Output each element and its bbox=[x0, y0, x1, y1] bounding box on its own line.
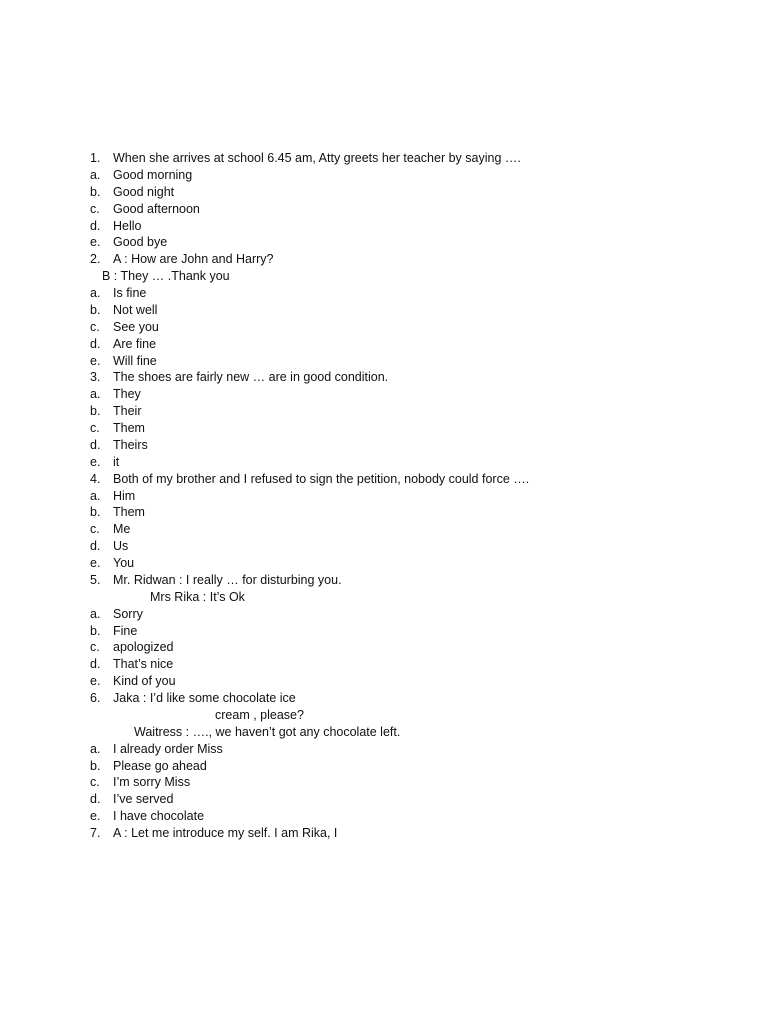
option-letter: d. bbox=[90, 218, 101, 233]
option-letter: c. bbox=[90, 522, 100, 537]
option-text: You bbox=[113, 556, 135, 570]
question-number: 4. bbox=[90, 471, 101, 486]
option-text: Good afternoon bbox=[113, 201, 200, 216]
option-letter: a. bbox=[90, 387, 101, 402]
option-letter: b. bbox=[90, 184, 101, 199]
option-letter: a. bbox=[90, 606, 101, 621]
option-letter: d. bbox=[90, 657, 101, 672]
option-text: Their bbox=[113, 404, 142, 419]
option-line bbox=[90, 758, 730, 775]
option-text: Is fine bbox=[113, 286, 147, 300]
option-text: I already order Miss bbox=[113, 741, 223, 756]
option-line bbox=[90, 454, 730, 471]
option-text: I have chocolate bbox=[113, 809, 205, 824]
option-line bbox=[90, 403, 730, 420]
question-number: 2. bbox=[90, 252, 101, 267]
option-letter: b. bbox=[90, 758, 101, 773]
question-number: 7. bbox=[90, 826, 101, 840]
option-text: Will fine bbox=[113, 353, 157, 368]
question-number: 6. bbox=[90, 691, 101, 705]
option-letter: e. bbox=[90, 235, 101, 250]
dialogue-line bbox=[90, 724, 730, 741]
option-line bbox=[90, 555, 730, 572]
option-line bbox=[90, 521, 730, 538]
question-4 bbox=[90, 471, 730, 488]
dialogue-line bbox=[90, 589, 730, 606]
option-letter: c. bbox=[90, 421, 100, 435]
option-line bbox=[90, 201, 730, 218]
option-line bbox=[90, 623, 730, 640]
option-line bbox=[90, 302, 730, 319]
option-letter: e. bbox=[90, 454, 101, 469]
question-text: Jaka : I’d like some chocolate ice bbox=[113, 691, 296, 705]
continuation-line bbox=[90, 707, 730, 724]
option-letter: d. bbox=[90, 437, 101, 452]
option-letter: c. bbox=[90, 640, 100, 655]
option-line bbox=[90, 774, 730, 791]
option-line bbox=[90, 167, 730, 184]
question-text: Both of my brother and I refused to sign the petition, nobody could force …. bbox=[113, 471, 530, 486]
option-line bbox=[90, 639, 730, 656]
option-text: I’m sorry Miss bbox=[113, 775, 191, 790]
option-text: Good night bbox=[113, 184, 175, 199]
option-text: Him bbox=[113, 488, 136, 503]
dialogue-text: B : They … .Thank you bbox=[102, 269, 230, 284]
option-letter: c. bbox=[90, 201, 100, 216]
option-text: Kind of you bbox=[113, 674, 176, 689]
option-letter: e. bbox=[90, 809, 101, 824]
question-list bbox=[90, 150, 730, 842]
option-letter: d. bbox=[90, 539, 101, 554]
option-letter: a. bbox=[90, 286, 101, 300]
option-text: Theirs bbox=[113, 437, 148, 452]
option-text: Sorry bbox=[113, 606, 143, 621]
option-text: They bbox=[113, 387, 141, 402]
option-text: Please go ahead bbox=[113, 758, 207, 773]
option-text: See you bbox=[113, 319, 159, 334]
option-line bbox=[90, 234, 730, 251]
option-text: Not well bbox=[113, 302, 158, 317]
option-letter: a. bbox=[90, 741, 101, 756]
option-line bbox=[90, 673, 730, 690]
option-line bbox=[90, 184, 730, 201]
option-line bbox=[90, 386, 730, 403]
question-number: 5. bbox=[90, 572, 101, 587]
option-line bbox=[90, 218, 730, 235]
option-text: That’s nice bbox=[113, 657, 174, 672]
option-line bbox=[90, 741, 730, 758]
option-letter: e. bbox=[90, 556, 101, 570]
option-line bbox=[90, 319, 730, 336]
option-line bbox=[90, 808, 730, 825]
option-letter: b. bbox=[90, 302, 101, 317]
option-text: apologized bbox=[113, 640, 174, 655]
option-text: Good bye bbox=[113, 235, 168, 250]
option-text: Me bbox=[113, 522, 131, 537]
option-line bbox=[90, 437, 730, 454]
option-line bbox=[90, 791, 730, 808]
option-line bbox=[90, 606, 730, 623]
question-6 bbox=[90, 690, 730, 707]
option-text: Them bbox=[113, 505, 145, 520]
option-line bbox=[90, 420, 730, 437]
option-line bbox=[90, 488, 730, 505]
option-line bbox=[90, 504, 730, 521]
option-letter: d. bbox=[90, 336, 101, 351]
option-letter: c. bbox=[90, 775, 100, 790]
option-letter: b. bbox=[90, 404, 101, 419]
option-text: Fine bbox=[113, 623, 138, 638]
option-letter: c. bbox=[90, 319, 100, 334]
question-text: A : Let me introduce my self. I am Rika, I bbox=[113, 826, 338, 840]
option-line bbox=[90, 656, 730, 673]
option-line bbox=[90, 285, 730, 302]
question-text: The shoes are fairly new … are in good condition. bbox=[113, 370, 389, 385]
option-text: it bbox=[113, 454, 120, 469]
dialogue-text: Waitress : …., we haven’t got any chocolate left. bbox=[134, 724, 401, 739]
option-line bbox=[90, 336, 730, 353]
continuation-text: cream , please? bbox=[215, 707, 304, 722]
option-letter: e. bbox=[90, 674, 101, 689]
option-text: Hello bbox=[113, 218, 142, 233]
question-text: A : How are John and Harry? bbox=[113, 252, 274, 267]
option-text: Are fine bbox=[113, 336, 157, 351]
option-letter: e. bbox=[90, 353, 101, 368]
question-2 bbox=[90, 251, 730, 268]
question-number: 1. bbox=[90, 151, 101, 165]
question-text: Mr. Ridwan : I really … for disturbing you. bbox=[113, 572, 342, 587]
question-7 bbox=[90, 825, 730, 842]
option-letter: a. bbox=[90, 488, 101, 503]
dialogue-text: Mrs Rika : It’s Ok bbox=[150, 589, 245, 604]
option-letter: a. bbox=[90, 167, 101, 182]
option-text: I’ve served bbox=[113, 792, 174, 807]
option-letter: b. bbox=[90, 505, 101, 520]
option-letter: d. bbox=[90, 792, 101, 807]
question-3 bbox=[90, 369, 730, 386]
option-text: Them bbox=[113, 421, 145, 435]
dialogue-line bbox=[90, 268, 730, 285]
question-number: 3. bbox=[90, 370, 101, 385]
option-letter: b. bbox=[90, 623, 101, 638]
option-text: Good morning bbox=[113, 167, 193, 182]
option-line bbox=[90, 353, 730, 370]
option-line bbox=[90, 538, 730, 555]
question-5 bbox=[90, 572, 730, 589]
option-text: Us bbox=[113, 539, 129, 554]
question-1 bbox=[90, 150, 730, 167]
question-text: When she arrives at school 6.45 am, Atty greets her teacher by saying …. bbox=[113, 151, 521, 165]
